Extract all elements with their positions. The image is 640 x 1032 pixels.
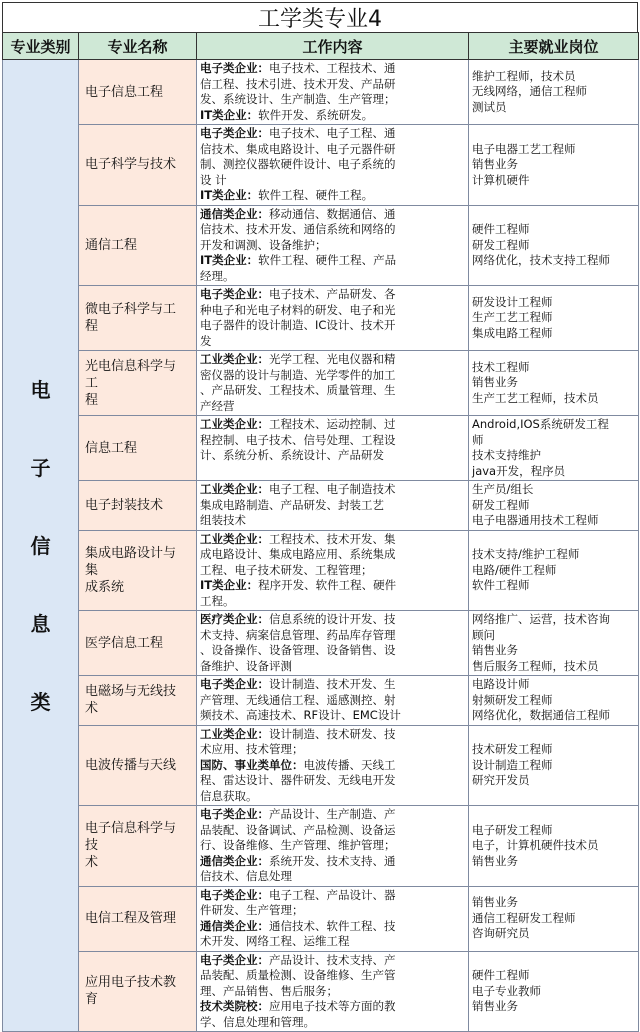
job-title-line: 技术支持/维护工程师 (472, 547, 580, 561)
major-name-cell (79, 676, 197, 726)
table-row (3, 951, 639, 1032)
work-content-line (200, 207, 465, 223)
category-char: 信 (30, 533, 51, 558)
work-content-line (200, 594, 465, 610)
work-content-text: 电子工程、电子制造技术 (269, 482, 396, 496)
work-content-line (200, 448, 465, 464)
work-content-text: 发 (200, 333, 212, 348)
work-content-text: 应用电子技术等方面的教 (269, 999, 396, 1013)
work-content-text: 软件工程、硬件工程、产品 (258, 253, 397, 267)
job-title-line: 电子研发工程师 (472, 822, 553, 837)
job-title-line: 销售业务 (472, 999, 518, 1013)
sector-label: IT类企业： (200, 188, 259, 202)
major-name-line: 集成电路设计与 (85, 545, 177, 561)
major-name-cell (79, 806, 197, 887)
work-content-cell (197, 530, 469, 611)
work-content-text: 产品设计、技术支持、产 (269, 952, 396, 967)
major-name-line: 术 (85, 701, 99, 717)
sector-label: 工业类企业： (200, 531, 269, 546)
major-name-line: 技 (85, 838, 99, 854)
jobs-cell (469, 416, 639, 481)
work-content-text: 术应用、技术管理； (200, 742, 304, 756)
major-name-line: 电波传播与天线 (85, 757, 177, 773)
work-content-cell (197, 125, 469, 206)
job-title-line: 射频研发工程师 (472, 692, 553, 707)
major-name-cell (79, 481, 197, 531)
work-content-line (200, 352, 465, 368)
job-title-line: 电子电器工艺工程师 (472, 141, 576, 156)
jobs-cell (469, 60, 639, 125)
major-name-line: 电信工程及管理 (85, 911, 177, 926)
job-title-line: 销售业务 (472, 895, 518, 910)
work-content-text: 集成电路制造、产品研发、封装工艺 (200, 497, 384, 512)
sector-label: 医疗类企业： (200, 612, 269, 626)
work-content-line (200, 869, 465, 885)
job-title-line: 电子，计算机硬件技术员 (472, 838, 599, 852)
work-content-text: 开发和调测、设备维护； (200, 237, 327, 252)
sector-label: 工业类企业： (200, 726, 269, 741)
sector-label: 技术类院校： (200, 999, 269, 1013)
major-name-cell (79, 416, 197, 481)
major-name-line: 电子信息科学与 (85, 821, 177, 837)
major-name-line: 医学信息工程 (85, 635, 164, 651)
header-row (3, 33, 639, 60)
work-content-text: 设 计 (200, 172, 227, 187)
sector-label: 通信类企业： (200, 853, 269, 868)
work-content-line (200, 742, 465, 758)
sector-label: IT类企业： (200, 253, 259, 267)
work-content-text: 、产品研发、工程技术、质量管理、生 (200, 383, 396, 397)
work-content-text: 软件工程、硬件工程。 (258, 188, 374, 202)
work-content-line (200, 953, 465, 969)
jobs-cell (469, 806, 639, 887)
job-title-line: 电子电器通用技术工程师 (472, 513, 599, 527)
work-content-text: 经理。 (200, 268, 235, 283)
work-content-line (200, 269, 465, 285)
work-content-line (200, 318, 465, 334)
work-content-line (200, 1015, 465, 1031)
work-content-text: 移动通信、数据通信、通 (269, 206, 396, 221)
header-major: 专业名称 (79, 33, 197, 60)
work-content-text: 品装配、质量检测、设备维修、生产管 (200, 968, 396, 982)
work-content-cell (197, 60, 469, 125)
sector-label: 电子类企业： (200, 807, 269, 821)
job-title-line: 顾问 (472, 627, 495, 642)
work-content-text: 电波传播、天线工 (303, 757, 396, 772)
work-content-line (200, 823, 465, 839)
work-content-line (200, 773, 465, 789)
work-content-line (200, 334, 465, 350)
major-name-line: 程 (85, 319, 99, 334)
table-row (3, 611, 639, 676)
category-cell (3, 60, 79, 1032)
work-content-cell (197, 611, 469, 676)
work-content-line (200, 578, 465, 594)
work-content-cell (197, 725, 469, 806)
job-title-line: 生产工艺工程师，技术员 (472, 390, 599, 405)
work-content-text: 、设备操作、设备管理、设备销售、设 (200, 643, 396, 657)
major-name-line: 电子科学与技术 (85, 157, 177, 173)
work-content-text: 术开发、网络工程、运维工程 (200, 934, 350, 948)
work-content-line (200, 934, 465, 950)
work-content-text: 品装配、设备调试、产品检测、设备运 (200, 822, 396, 837)
work-content-text: 电子技术、工程技术、通 (269, 61, 396, 75)
work-content-text: 理、产品销售、售后服务； (200, 983, 338, 998)
table-row (3, 886, 639, 951)
work-content-line (200, 727, 465, 743)
header-category: 专业类别 (3, 33, 79, 60)
job-title-line: 技术工程师 (472, 359, 530, 374)
work-content-text: 电子工程、产品设计、器 (269, 887, 396, 902)
major-name-line: 成系统 (85, 579, 125, 595)
work-content-line (200, 708, 465, 724)
job-title-line: 技术研发工程师 (472, 742, 553, 756)
work-content-cell (197, 481, 469, 531)
work-content-text: 组装技术 (200, 513, 246, 527)
work-content-text: 行、设备维修、生产管理、维护管理； (200, 838, 396, 852)
work-content-line (200, 303, 465, 319)
work-content-line (200, 92, 465, 108)
table-row (3, 205, 639, 286)
work-content-line (200, 659, 465, 675)
job-title-line: 销售业务 (472, 157, 518, 171)
work-content-line (200, 498, 465, 514)
work-content-text: 电子器件的设计制造、IC设计、技术开 (200, 318, 396, 332)
work-content-line (200, 854, 465, 870)
document-title: 工学类专业4 (2, 2, 638, 32)
work-content-text: 工程技术、运动控制、过 (269, 417, 396, 431)
job-title-line: 销售业务 (472, 853, 518, 868)
major-name-cell (79, 886, 197, 951)
work-content-line (200, 108, 465, 124)
major-name-line: 电磁场与无线技 (85, 684, 177, 700)
jobs-cell (469, 676, 639, 726)
work-content-text: 信技术、信息处理 (200, 869, 292, 883)
jobs-cell (469, 725, 639, 806)
work-content-cell (197, 806, 469, 887)
table-row (3, 60, 639, 125)
work-content-line (200, 126, 465, 142)
major-name-cell (79, 286, 197, 351)
job-title-line: 网络优化，数据通信工程师 (472, 708, 610, 722)
jobs-cell (469, 205, 639, 286)
work-content-line (200, 758, 465, 774)
work-content-text: 通信技术、软件工程、技 (269, 918, 396, 933)
major-name-cell (79, 611, 197, 676)
work-content-cell (197, 886, 469, 951)
jobs-cell (469, 530, 639, 611)
table-row (3, 351, 639, 416)
table-row (3, 725, 639, 806)
work-content-text: 工程、电子技术研发、工程管理； (200, 562, 373, 577)
category-char: 息 (30, 611, 51, 636)
job-title-line: 咨询研究员 (472, 926, 530, 941)
work-content-text: 设计制造、技术研发、技 (269, 726, 396, 741)
major-name-line: 术 (85, 855, 99, 871)
work-content-line (200, 383, 465, 399)
sector-label: 电子类企业： (200, 126, 269, 140)
work-content-line (200, 807, 465, 823)
major-name-line: 电子封装技术 (85, 497, 164, 513)
jobs-cell (469, 286, 639, 351)
jobs-cell (469, 886, 639, 951)
work-content-line (200, 919, 465, 935)
job-title-line: 研究开发员 (472, 773, 530, 787)
job-title-line: 生产员/组长 (472, 482, 534, 496)
major-name-cell (79, 725, 197, 806)
table-row (3, 481, 639, 531)
work-content-text: 制、测控仪器软硬件设计、电子系统的 (200, 157, 396, 171)
sector-label: 通信类企业： (200, 918, 269, 933)
work-content-text: 光学工程、光电仪器和精 (269, 352, 396, 366)
work-content-text: 工程技术、技术开发、集 (269, 531, 396, 546)
work-content-line (200, 61, 465, 77)
major-name-cell (79, 351, 197, 416)
major-name-line: 电子信息工程 (85, 84, 164, 100)
sector-label: 电子类企业： (200, 677, 269, 691)
sector-label: 国防、事业类单位： (200, 757, 304, 772)
work-content-line (200, 482, 465, 498)
table-row (3, 530, 639, 611)
major-name-cell (79, 60, 197, 125)
work-content-line (200, 142, 465, 158)
work-content-line (200, 222, 465, 238)
job-title-line: 电路/硬件工程师 (472, 562, 557, 577)
job-title-line: Android,IOS系统研发工程 (472, 417, 609, 431)
work-content-line (200, 417, 465, 433)
sector-label: 通信类企业： (200, 206, 269, 221)
work-content-cell (197, 205, 469, 286)
work-content-text: 密仪器的设计与制造、光学零件的加工 (200, 367, 396, 382)
work-content-line (200, 157, 465, 173)
work-content-line (200, 563, 465, 579)
major-name-cell (79, 951, 197, 1032)
job-title-line: 软件工程师 (472, 578, 530, 592)
sector-label: 工业类企业： (200, 482, 269, 496)
category-char: 类 (30, 689, 51, 714)
job-title-line: 维护工程师，技术员 (472, 68, 576, 83)
category-char: 电 (30, 377, 51, 402)
work-content-line (200, 693, 465, 709)
work-content-text: 信工程、技术引进、技术开发、产品研 (200, 76, 396, 91)
sector-label: 电子类企业： (200, 61, 269, 75)
job-title-line: 通信工程研发工程师 (472, 910, 576, 925)
work-content-text: 软件开发、系统研发。 (258, 107, 374, 122)
job-title-line: 研发工程师 (472, 497, 530, 512)
work-content-text: 产品设计、生产制造、产 (269, 807, 396, 821)
work-content-text: 频技术、高速技术、RF设计、EMC设计 (200, 708, 401, 722)
major-name-line: 信息工程 (85, 440, 138, 456)
sector-label: 工业类企业： (200, 417, 269, 431)
jobs-cell (469, 351, 639, 416)
work-content-text: 程、雷达设计、器件研发、无线电开发 (200, 773, 396, 787)
job-title-line: 师 (472, 432, 484, 447)
work-content-text: 工程。 (200, 593, 235, 608)
work-content-line (200, 612, 465, 628)
work-content-line (200, 999, 465, 1015)
work-content-text: 成电路设计、集成电路应用、系统集成 (200, 547, 396, 561)
major-name-cell (79, 205, 197, 286)
work-content-text: 电子技术、电子工程、通 (269, 126, 396, 140)
jobs-cell (469, 951, 639, 1032)
job-title-line: 硬件工程师 (472, 968, 530, 982)
work-content-line (200, 433, 465, 449)
work-content-text: 学、信息处理和管理。 (200, 1014, 315, 1029)
work-content-line (200, 903, 465, 919)
work-content-line (200, 253, 465, 269)
work-content-line (200, 984, 465, 1000)
job-title-line: 电路设计师 (472, 677, 530, 691)
work-content-line (200, 368, 465, 384)
work-content-line (200, 628, 465, 644)
job-title-line: 计算机硬件 (472, 172, 530, 187)
work-content-text: 产经营 (200, 398, 235, 413)
job-title-line: 生产工艺工程师 (472, 310, 553, 325)
work-content-text: 系统开发、技术支持、通 (269, 853, 396, 868)
work-content-line (200, 77, 465, 93)
work-content-cell (197, 351, 469, 416)
work-content-line (200, 513, 465, 529)
work-content-cell (197, 676, 469, 726)
work-content-line (200, 789, 465, 805)
work-content-cell (197, 416, 469, 481)
job-title-line: 硬件工程师 (472, 222, 530, 236)
major-name-line: 工 (85, 375, 99, 391)
work-content-text: 信技术、技术开发、通信系统和网络的 (200, 222, 396, 236)
job-title-line: 研发设计工程师 (472, 294, 553, 309)
work-content-text: 产管理、无线通信工程、遥感测控、射 (200, 692, 396, 707)
work-content-line (200, 888, 465, 904)
sector-label: 电子类企业： (200, 287, 269, 301)
job-title-line: 网络推广、运营，技术咨询 (472, 612, 610, 626)
work-content-line (200, 238, 465, 254)
header-content: 工作内容 (197, 33, 469, 60)
job-title-line: 电子专业教师 (472, 983, 541, 998)
job-title-line: 技术支持维护 (472, 448, 541, 462)
job-title-line: 售后服务工程师，技术员 (472, 658, 599, 673)
table-body (3, 60, 639, 1032)
jobs-cell (469, 481, 639, 531)
job-title-line: 集成电路工程师 (472, 325, 553, 340)
work-content-text: 计、系统分析、系统设计、产品研发 (200, 448, 384, 462)
table-row (3, 286, 639, 351)
job-title-line: 销售业务 (472, 643, 518, 657)
job-title-line: 销售业务 (472, 375, 518, 390)
sector-label: 电子类企业： (200, 887, 269, 902)
work-content-line (200, 643, 465, 659)
work-content-line (200, 188, 465, 204)
job-title-line: 网络优化，技术支持工程师 (472, 253, 610, 267)
work-content-text: 信息获取。 (200, 788, 258, 803)
sector-label: 工业类企业： (200, 352, 269, 366)
work-content-line (200, 547, 465, 563)
work-content-cell (197, 286, 469, 351)
major-name-line: 集 (85, 562, 99, 578)
work-content-text: 发、系统设计、生产制造、生产管理； (200, 92, 396, 106)
major-name-line: 育 (85, 992, 99, 1008)
work-content-line (200, 287, 465, 303)
jobs-cell (469, 125, 639, 206)
sector-label: IT类企业： (200, 107, 259, 122)
work-content-text: 程序开发、软件工程、硬件 (258, 578, 397, 592)
table-row (3, 676, 639, 726)
jobs-cell (469, 611, 639, 676)
work-content-cell (197, 951, 469, 1032)
table-row (3, 416, 639, 481)
major-table (2, 32, 639, 1032)
work-content-text: 程控制、电子技术、信号处理、工程设 (200, 432, 396, 447)
work-content-line (200, 399, 465, 415)
job-title-line: 无线网络，通信工程师 (472, 84, 587, 99)
major-name-line: 微电子科学与工 (85, 302, 177, 317)
sector-label: IT类企业： (200, 578, 259, 592)
job-title-line: java开发，程序员 (472, 463, 566, 478)
major-name-line: 通信工程 (85, 237, 138, 253)
category-char: 子 (30, 455, 51, 480)
work-content-text: 术支持、病案信息管理、药品库存管理 (200, 627, 396, 642)
work-content-line (200, 532, 465, 548)
work-content-line (200, 173, 465, 189)
work-content-text: 信息系统的设计开发、技 (269, 612, 396, 626)
major-name-cell (79, 125, 197, 206)
work-content-text: 信技术、集成电路设计、电子元器件研 (200, 141, 396, 156)
work-content-text: 件研发、生产管理； (200, 903, 304, 917)
sector-label: 电子类企业： (200, 952, 269, 967)
job-title-line: 研发工程师 (472, 237, 530, 252)
major-name-cell (79, 530, 197, 611)
job-title-line: 设计制造工程师 (472, 757, 553, 772)
table-row (3, 806, 639, 887)
header-jobs: 主要就业岗位 (469, 33, 639, 60)
table-row (3, 125, 639, 206)
work-content-text: 备维护、设备评测 (200, 658, 292, 673)
work-content-line (200, 677, 465, 693)
work-content-text: 设计制造、技术开发、生 (269, 677, 396, 691)
job-title-line: 测试员 (472, 99, 507, 114)
work-content-text: 种电子和光电子材料的研发、电子和光 (200, 302, 396, 317)
work-content-text: 电子技术、产品研发、各 (269, 287, 396, 301)
work-content-line (200, 838, 465, 854)
work-content-line (200, 968, 465, 984)
major-name-line: 应用电子技术教 (85, 975, 177, 991)
major-name-line: 光电信息科学与 (85, 358, 177, 374)
major-name-line: 程 (85, 392, 99, 408)
